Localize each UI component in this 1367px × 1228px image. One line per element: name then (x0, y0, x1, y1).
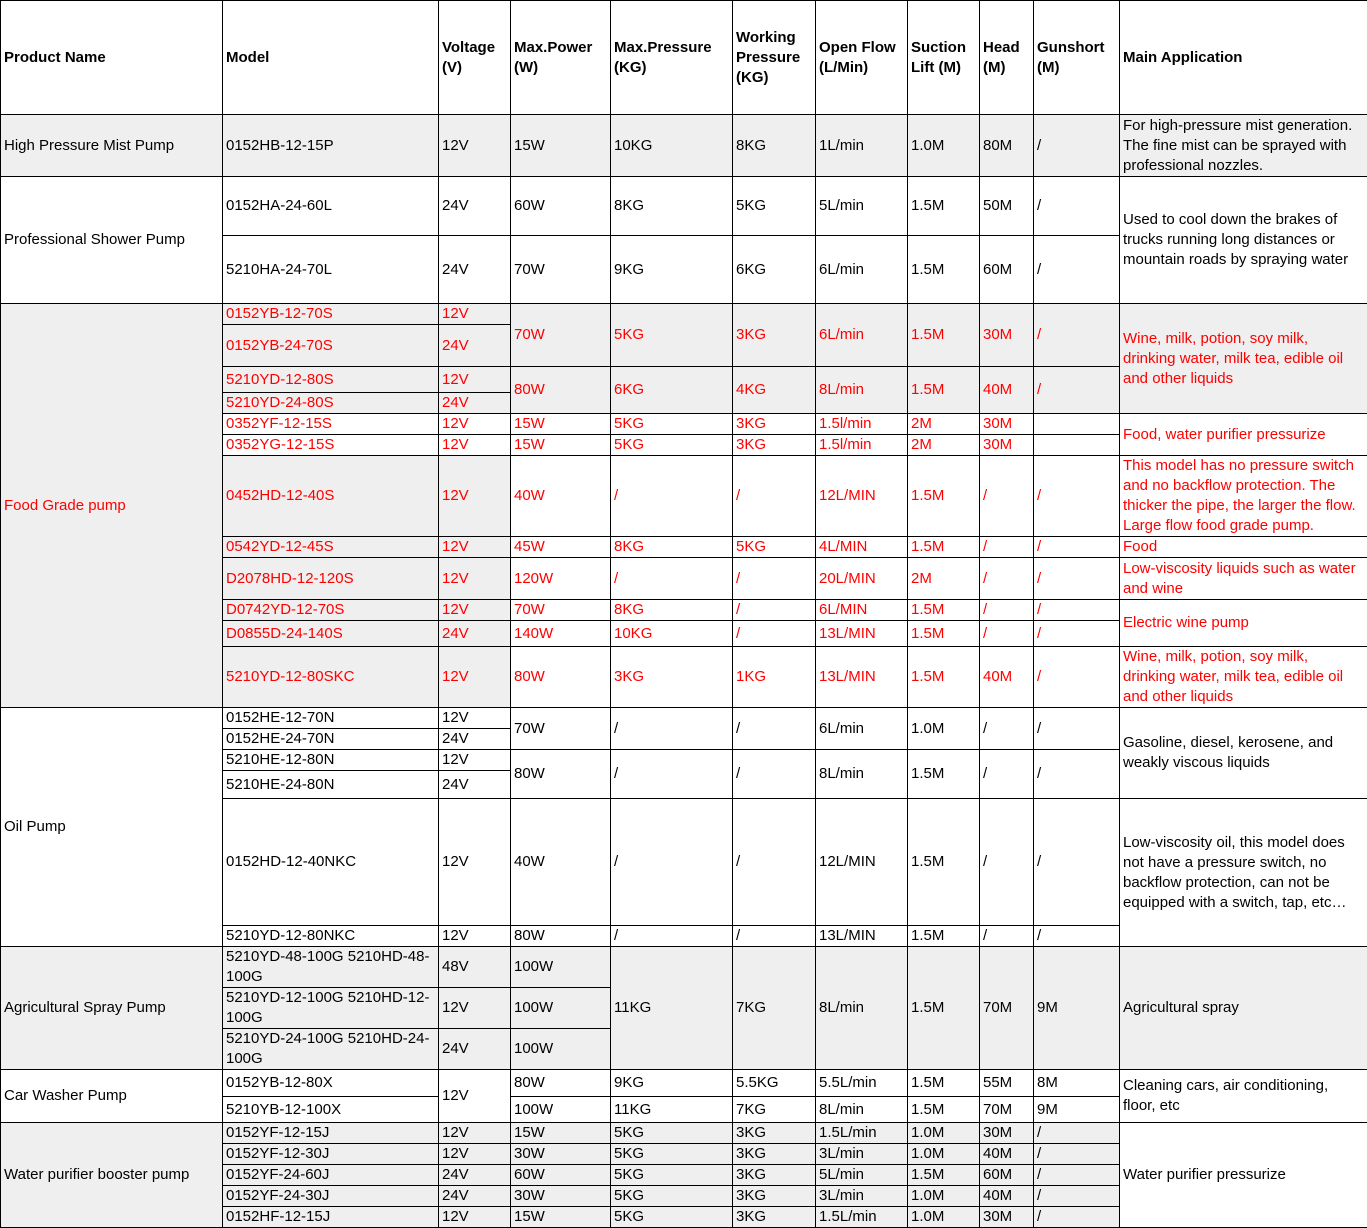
model-cell: 0542YD-12-45S (223, 537, 439, 558)
max-pressure-cell: / (611, 558, 733, 600)
voltage-cell: 12V (439, 115, 511, 177)
head-cell: 30M (980, 435, 1034, 456)
gunshort-cell: / (1034, 1123, 1120, 1144)
suction-cell: 1.0M (908, 708, 980, 750)
application-cell: Low-viscosity oil, this model does not have a pressure switch, no backflow protection, can not be equipped with a switch, tap, etc… (1120, 799, 1367, 947)
model-cell: 5210YD-12-80S (223, 367, 439, 393)
suction-cell: 1.5M (908, 236, 980, 304)
flow-cell: 8L/min (816, 1097, 908, 1123)
working-pressure-cell: 5KG (733, 537, 816, 558)
head-cell: / (980, 456, 1034, 537)
head-cell: 30M (980, 1207, 1034, 1228)
voltage-cell: 24V (439, 1165, 511, 1186)
head-cell: / (980, 750, 1034, 799)
gunshort-cell: / (1034, 367, 1120, 414)
flow-cell: 3L/min (816, 1144, 908, 1165)
gunshort-cell: / (1034, 115, 1120, 177)
voltage-cell: 12V (439, 647, 511, 708)
flow-cell: 20L/MIN (816, 558, 908, 600)
suction-cell: 1.0M (908, 1207, 980, 1228)
header-row (1, 1, 1367, 115)
model-cell: D0742YD-12-70S (223, 600, 439, 621)
max-pressure-cell: / (611, 926, 733, 947)
gunshort-cell: / (1034, 537, 1120, 558)
head-cell: 70M (980, 1097, 1034, 1123)
max-pressure-cell: 5KG (611, 1207, 733, 1228)
flow-cell: 13L/MIN (816, 926, 908, 947)
model-cell: 0152HD-12-40NKC (223, 799, 439, 926)
suction-cell: 1.5M (908, 621, 980, 647)
power-cell: 15W (511, 1207, 611, 1228)
table-row (1, 115, 1367, 177)
head-cell: 40M (980, 1186, 1034, 1207)
power-cell: 120W (511, 558, 611, 600)
working-pressure-cell: / (733, 750, 816, 799)
product-name: Water purifier booster pump (1, 1123, 223, 1228)
power-cell: 40W (511, 799, 611, 926)
max-pressure-cell: 10KG (611, 115, 733, 177)
suction-cell: 1.5M (908, 750, 980, 799)
suction-cell: 2M (908, 414, 980, 435)
power-cell: 60W (511, 177, 611, 236)
voltage-cell: 12V (439, 600, 511, 621)
head-cell: 30M (980, 304, 1034, 367)
power-cell: 80W (511, 750, 611, 799)
head-cell: / (980, 708, 1034, 750)
gunshort-cell: / (1034, 708, 1120, 750)
working-pressure-cell: 7KG (733, 1097, 816, 1123)
power-cell: 80W (511, 1070, 611, 1097)
table-row (1, 947, 1367, 988)
model-cell: 0352YG-12-15S (223, 435, 439, 456)
head-cell: / (980, 799, 1034, 926)
model-cell: 0152HE-12-70N (223, 708, 439, 729)
application-cell: For high-pressure mist generation. The fine mist can be sprayed with professional nozzles. (1120, 115, 1367, 177)
power-cell: 80W (511, 926, 611, 947)
working-pressure-cell: 3KG (733, 1165, 816, 1186)
power-cell: 70W (511, 304, 611, 367)
gunshort-cell: / (1034, 621, 1120, 647)
voltage-cell: 12V (439, 926, 511, 947)
voltage-cell: 24V (439, 325, 511, 367)
power-cell: 80W (511, 647, 611, 708)
product-name: Agricultural Spray Pump (1, 947, 223, 1070)
max-pressure-cell: 8KG (611, 537, 733, 558)
model-cell: 5210YD-12-80NKC (223, 926, 439, 947)
head-cell: 40M (980, 647, 1034, 708)
max-pressure-cell: 8KG (611, 600, 733, 621)
group-agricultural-spray-pump (1, 947, 1367, 1070)
suction-cell: 1.5M (908, 304, 980, 367)
head-cell: 55M (980, 1070, 1034, 1097)
flow-cell: 1.5L/min (816, 1207, 908, 1228)
voltage-cell: 12V (439, 1207, 511, 1228)
head-cell: / (980, 537, 1034, 558)
suction-cell: 1.0M (908, 1186, 980, 1207)
table-row (1, 708, 1367, 729)
suction-cell: 1.5M (908, 456, 980, 537)
head-cell: / (980, 621, 1034, 647)
suction-cell: 1.5M (908, 367, 980, 414)
head-cell: 30M (980, 1123, 1034, 1144)
application-cell: Water purifier pressurize (1120, 1123, 1367, 1228)
application-cell: Food, water purifier pressurize (1120, 414, 1367, 456)
flow-cell: 6L/min (816, 236, 908, 304)
model-cell: 0352YF-12-15S (223, 414, 439, 435)
head-cell: 30M (980, 414, 1034, 435)
max-pressure-cell: 10KG (611, 621, 733, 647)
power-cell: 60W (511, 1165, 611, 1186)
suction-cell: 1.5M (908, 926, 980, 947)
max-pressure-cell: / (611, 456, 733, 537)
working-pressure-cell: / (733, 926, 816, 947)
head-cell: / (980, 558, 1034, 600)
model-cell: 0152YB-12-70S (223, 304, 439, 325)
head-cell: 70M (980, 947, 1034, 1070)
head-cell: 50M (980, 177, 1034, 236)
voltage-cell: 12V (439, 1144, 511, 1165)
group-professional-shower-pump (1, 177, 1367, 304)
max-pressure-cell: / (611, 799, 733, 926)
flow-cell: 5L/min (816, 1165, 908, 1186)
gunshort-cell: / (1034, 799, 1120, 926)
product-name: Car Washer Pump (1, 1070, 223, 1123)
gunshort-cell: 8M (1034, 1070, 1120, 1097)
header-suction-lift: Suction Lift (M) (908, 1, 980, 115)
gunshort-cell: / (1034, 1186, 1120, 1207)
gunshort-cell: / (1034, 177, 1120, 236)
gunshort-cell: 9M (1034, 947, 1120, 1070)
power-cell: 70W (511, 600, 611, 621)
working-pressure-cell: 3KG (733, 1144, 816, 1165)
model-cell: 0152YF-24-30J (223, 1186, 439, 1207)
max-pressure-cell: 8KG (611, 177, 733, 236)
gunshort-cell: / (1034, 926, 1120, 947)
model-cell: 0152HA-24-60L (223, 177, 439, 236)
application-cell: Food (1120, 537, 1367, 558)
voltage-cell: 12V (439, 456, 511, 537)
application-cell: Wine, milk, potion, soy milk, drinking water, milk tea, edible oil and other liquids (1120, 647, 1367, 708)
power-cell: 70W (511, 708, 611, 750)
voltage-cell: 24V (439, 1029, 511, 1070)
voltage-cell: 12V (439, 414, 511, 435)
max-pressure-cell: 9KG (611, 1070, 733, 1097)
max-pressure-cell: 5KG (611, 435, 733, 456)
working-pressure-cell: 5KG (733, 177, 816, 236)
table-row (1, 304, 1367, 325)
application-cell: Used to cool down the brakes of trucks running long distances or mountain roads by spraying water (1120, 177, 1367, 304)
flow-cell: 13L/MIN (816, 647, 908, 708)
gunshort-cell: / (1034, 304, 1120, 367)
model-cell: 0152HB-12-15P (223, 115, 439, 177)
flow-cell: 8L/min (816, 750, 908, 799)
working-pressure-cell: 3KG (733, 414, 816, 435)
product-name: Food Grade pump (1, 304, 223, 708)
model-cell: D2078HD-12-120S (223, 558, 439, 600)
flow-cell: 12L/MIN (816, 799, 908, 926)
power-cell: 80W (511, 367, 611, 414)
voltage-cell: 24V (439, 621, 511, 647)
power-cell: 70W (511, 236, 611, 304)
flow-cell: 8L/min (816, 947, 908, 1070)
working-pressure-cell: 7KG (733, 947, 816, 1070)
working-pressure-cell: / (733, 799, 816, 926)
suction-cell: 1.5M (908, 799, 980, 926)
max-pressure-cell: 9KG (611, 236, 733, 304)
application-cell: Low-viscosity liquids such as water and wine (1120, 558, 1367, 600)
voltage-cell: 24V (439, 177, 511, 236)
model-cell: 5210YD-24-100G 5210HD-24-100G (223, 1029, 439, 1070)
power-cell: 45W (511, 537, 611, 558)
header-working-pressure: Working Pressure (KG) (733, 1, 816, 115)
head-cell: 40M (980, 1144, 1034, 1165)
gunshort-cell: / (1034, 236, 1120, 304)
header-gunshort: Gunshort (M) (1034, 1, 1120, 115)
voltage-cell: 12V (439, 558, 511, 600)
model-cell: D0855D-24-140S (223, 621, 439, 647)
table-row (1, 1123, 1367, 1144)
model-cell: 5210HE-12-80N (223, 750, 439, 771)
gunshort-cell: / (1034, 600, 1120, 621)
header-max-pressure: Max.Pressure (KG) (611, 1, 733, 115)
working-pressure-cell: / (733, 456, 816, 537)
voltage-cell: 12V (439, 750, 511, 771)
table-row (1, 177, 1367, 236)
voltage-cell: 12V (439, 367, 511, 393)
flow-cell: 13L/MIN (816, 621, 908, 647)
model-cell: 0152YF-12-30J (223, 1144, 439, 1165)
flow-cell: 6L/min (816, 708, 908, 750)
group-car-washer-pump (1, 1070, 1367, 1123)
max-pressure-cell: 5KG (611, 1123, 733, 1144)
application-cell: Electric wine pump (1120, 600, 1367, 647)
flow-cell: 5.5L/min (816, 1070, 908, 1097)
power-cell: 40W (511, 456, 611, 537)
header-model: Model (223, 1, 439, 115)
gunshort-cell: / (1034, 558, 1120, 600)
model-cell: 5210YB-12-100X (223, 1097, 439, 1123)
head-cell: 40M (980, 367, 1034, 414)
model-cell: 0152HF-12-15J (223, 1207, 439, 1228)
head-cell: 60M (980, 1165, 1034, 1186)
voltage-cell: 24V (439, 771, 511, 799)
power-cell: 100W (511, 1097, 611, 1123)
model-cell: 0452HD-12-40S (223, 456, 439, 537)
flow-cell: 1L/min (816, 115, 908, 177)
voltage-cell: 12V (439, 708, 511, 729)
model-cell: 5210YD-12-100G 5210HD-12-100G (223, 988, 439, 1029)
model-cell: 5210YD-48-100G 5210HD-48-100G (223, 947, 439, 988)
flow-cell: 4L/MIN (816, 537, 908, 558)
power-cell: 30W (511, 1144, 611, 1165)
header-product-name: Product Name (1, 1, 223, 115)
working-pressure-cell: 3KG (733, 304, 816, 367)
group-water-purifier-booster-pump (1, 1123, 1367, 1228)
application-cell: Cleaning cars, air conditioning, floor, etc (1120, 1070, 1367, 1123)
header-main-application: Main Application (1120, 1, 1367, 115)
voltage-cell: 24V (439, 393, 511, 414)
gunshort-cell: 9M (1034, 1097, 1120, 1123)
product-name: Professional Shower Pump (1, 177, 223, 304)
flow-cell: 6L/min (816, 304, 908, 367)
gunshort-cell: / (1034, 456, 1120, 537)
flow-cell: 8L/min (816, 367, 908, 414)
flow-cell: 1.5L/min (816, 1123, 908, 1144)
max-pressure-cell: 11KG (611, 1097, 733, 1123)
voltage-cell: 24V (439, 729, 511, 750)
voltage-cell: 24V (439, 236, 511, 304)
gunshort-cell (1034, 414, 1120, 435)
voltage-cell: 24V (439, 1186, 511, 1207)
head-cell: 60M (980, 236, 1034, 304)
power-cell: 15W (511, 115, 611, 177)
flow-cell: 5L/min (816, 177, 908, 236)
max-pressure-cell: 5KG (611, 1186, 733, 1207)
flow-cell: 1.5l/min (816, 435, 908, 456)
power-cell: 15W (511, 1123, 611, 1144)
max-pressure-cell: 6KG (611, 367, 733, 414)
header-voltage: Voltage (V) (439, 1, 511, 115)
voltage-cell: 12V (439, 1070, 511, 1123)
table-row (1, 1070, 1367, 1097)
gunshort-cell: / (1034, 1165, 1120, 1186)
working-pressure-cell: 3KG (733, 1207, 816, 1228)
voltage-cell: 12V (439, 799, 511, 926)
model-cell: 5210HA-24-70L (223, 236, 439, 304)
header-head: Head (M) (980, 1, 1034, 115)
application-cell: Gasoline, diesel, kerosene, and weakly viscous liquids (1120, 708, 1367, 799)
voltage-cell: 12V (439, 988, 511, 1029)
suction-cell: 1.5M (908, 1165, 980, 1186)
max-pressure-cell: 5KG (611, 414, 733, 435)
model-cell: 0152YF-12-15J (223, 1123, 439, 1144)
voltage-cell: 48V (439, 947, 511, 988)
gunshort-cell: / (1034, 1144, 1120, 1165)
application-cell: Agricultural spray (1120, 947, 1367, 1070)
working-pressure-cell: 4KG (733, 367, 816, 414)
header-max-power: Max.Power (W) (511, 1, 611, 115)
flow-cell: 1.5l/min (816, 414, 908, 435)
working-pressure-cell: 5.5KG (733, 1070, 816, 1097)
model-cell: 0152HE-24-70N (223, 729, 439, 750)
gunshort-cell: / (1034, 647, 1120, 708)
max-pressure-cell: / (611, 750, 733, 799)
working-pressure-cell: / (733, 600, 816, 621)
gunshort-cell (1034, 435, 1120, 456)
suction-cell: 1.0M (908, 115, 980, 177)
head-cell: / (980, 926, 1034, 947)
max-pressure-cell: / (611, 708, 733, 750)
power-cell: 30W (511, 1186, 611, 1207)
suction-cell: 1.5M (908, 177, 980, 236)
suction-cell: 1.5M (908, 1097, 980, 1123)
suction-cell: 1.5M (908, 647, 980, 708)
working-pressure-cell: 3KG (733, 435, 816, 456)
voltage-cell: 12V (439, 1123, 511, 1144)
suction-cell: 1.0M (908, 1123, 980, 1144)
flow-cell: 12L/MIN (816, 456, 908, 537)
head-cell: 80M (980, 115, 1034, 177)
model-cell: 5210HE-24-80N (223, 771, 439, 799)
max-pressure-cell: 11KG (611, 947, 733, 1070)
power-cell: 100W (511, 947, 611, 988)
model-cell: 0152YB-24-70S (223, 325, 439, 367)
power-cell: 100W (511, 1029, 611, 1070)
power-cell: 15W (511, 435, 611, 456)
working-pressure-cell: / (733, 558, 816, 600)
working-pressure-cell: 8KG (733, 115, 816, 177)
working-pressure-cell: 6KG (733, 236, 816, 304)
suction-cell: 1.5M (908, 537, 980, 558)
flow-cell: 6L/MIN (816, 600, 908, 621)
gunshort-cell: / (1034, 750, 1120, 799)
max-pressure-cell: 5KG (611, 1144, 733, 1165)
gunshort-cell: / (1034, 1207, 1120, 1228)
application-cell: This model has no pressure switch and no backflow protection. The thicker the pipe, the larger the flow. Large flow food grade pump. (1120, 456, 1367, 537)
model-cell: 0152YF-24-60J (223, 1165, 439, 1186)
model-cell: 5210YD-24-80S (223, 393, 439, 414)
model-cell: 5210YD-12-80SKC (223, 647, 439, 708)
group-high-pressure-mist-pump (1, 115, 1367, 177)
max-pressure-cell: 5KG (611, 304, 733, 367)
product-name: High Pressure Mist Pump (1, 115, 223, 177)
power-cell: 15W (511, 414, 611, 435)
group-oil-pump (1, 708, 1367, 947)
working-pressure-cell: / (733, 621, 816, 647)
suction-cell: 1.0M (908, 1144, 980, 1165)
application-cell: Wine, milk, potion, soy milk, drinking water, milk tea, edible oil and other liquids (1120, 304, 1367, 414)
suction-cell: 1.5M (908, 600, 980, 621)
suction-cell: 2M (908, 435, 980, 456)
suction-cell: 1.5M (908, 947, 980, 1070)
suction-cell: 2M (908, 558, 980, 600)
working-pressure-cell: 3KG (733, 1123, 816, 1144)
max-pressure-cell: 3KG (611, 647, 733, 708)
working-pressure-cell: / (733, 708, 816, 750)
product-name: Oil Pump (1, 708, 223, 947)
power-cell: 100W (511, 988, 611, 1029)
voltage-cell: 12V (439, 304, 511, 325)
max-pressure-cell: 5KG (611, 1165, 733, 1186)
model-cell: 0152YB-12-80X (223, 1070, 439, 1097)
head-cell: / (980, 600, 1034, 621)
working-pressure-cell: 3KG (733, 1186, 816, 1207)
flow-cell: 3L/min (816, 1186, 908, 1207)
header-open-flow: Open Flow (L/Min) (816, 1, 908, 115)
power-cell: 140W (511, 621, 611, 647)
voltage-cell: 12V (439, 537, 511, 558)
working-pressure-cell: 1KG (733, 647, 816, 708)
group-food-grade-pump (1, 304, 1367, 708)
suction-cell: 1.5M (908, 1070, 980, 1097)
voltage-cell: 12V (439, 435, 511, 456)
